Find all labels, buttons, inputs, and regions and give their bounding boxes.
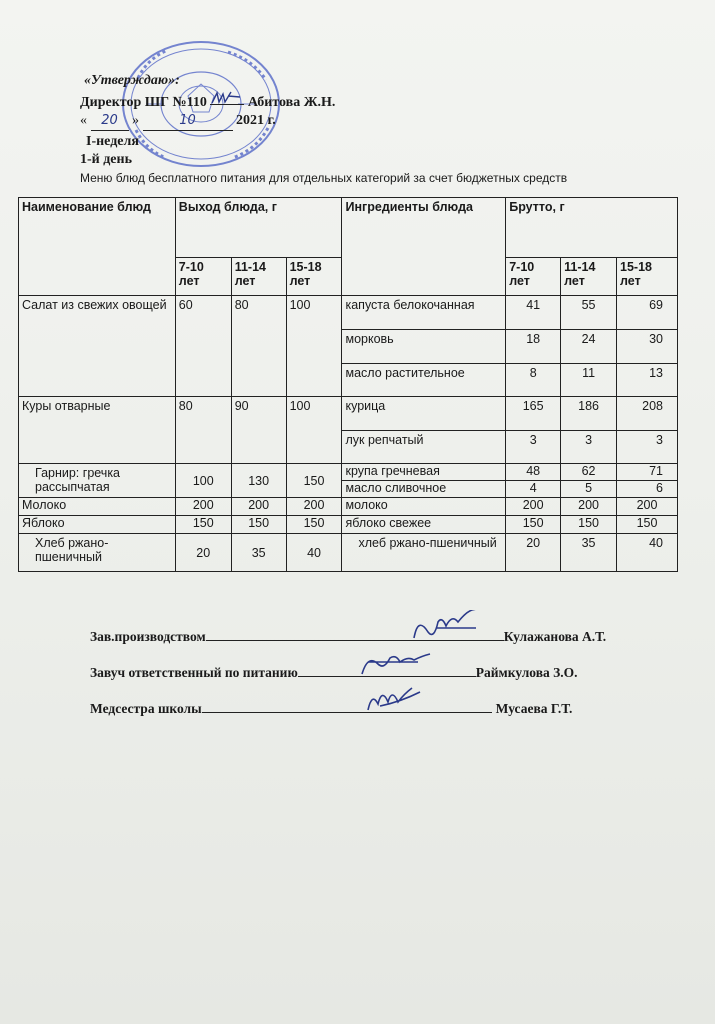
yield-cell: 20 [175,534,231,572]
signature-line-production [90,628,606,645]
gross-cell: 200 [561,498,617,516]
ingredient-cell: морковь [342,330,506,364]
table-row [19,296,678,330]
ingredient-cell: яблоко свежее [342,516,506,534]
menu-table [18,197,678,572]
signature-underline [202,700,492,713]
ingredient-cell: молоко [342,498,506,516]
yield-cell: 200 [175,498,231,516]
yield-cell: 100 [175,464,231,498]
gross-cell: 6 [617,481,678,498]
day-label: 1-й день [80,152,132,167]
date-close-quote: » [132,113,139,128]
ingredient-cell: масло растительное [342,364,506,397]
header-age: 7-10 лет [175,258,231,296]
gross-cell: 3 [561,431,617,464]
gross-cell: 13 [617,364,678,397]
dish-cell: Куры отварные [19,397,176,464]
handwritten-signature [362,684,432,714]
dish-cell: Гарнир: гречка рассыпчатая [19,464,176,498]
yield-cell: 100 [286,296,342,397]
ingredient-cell: хлеб ржано-пшеничный [342,534,506,572]
yield-cell: 150 [286,516,342,534]
gross-cell: 5 [561,481,617,498]
gross-cell: 150 [561,516,617,534]
header-age: 15-18 лет [617,258,678,296]
ingredient-cell: крупа гречневая [342,464,506,481]
ingredient-cell: лук репчатый [342,431,506,464]
signature-name: Раймкулова З.О. [475,665,578,680]
date-open-quote: « [80,113,87,128]
week-label: I-неделя [86,134,139,149]
header-age: 11-14 лет [231,258,286,296]
header-yield: Выход блюда, г [175,198,342,258]
gross-cell: 24 [561,330,617,364]
yield-cell: 130 [231,464,286,498]
handwritten-signature [406,610,496,644]
signature-name: Кулажанова А.Т. [503,629,607,644]
gross-cell: 3 [617,431,678,464]
yield-cell: 80 [175,397,231,464]
yield-cell: 150 [286,464,342,498]
ingredient-cell: капуста белокочанная [342,296,506,330]
yield-cell: 35 [231,534,286,572]
gross-cell: 48 [506,464,561,481]
table-row [19,464,678,481]
handwritten-signature [358,648,438,678]
signature-role: Завуч ответственный по питанию [90,665,298,680]
table-row [19,534,678,572]
gross-cell: 30 [617,330,678,364]
gross-cell: 69 [617,296,678,330]
date-day: 20 [91,112,129,131]
director-signature [210,90,244,105]
table-row [19,516,678,534]
gross-cell: 20 [506,534,561,572]
dish-cell: Яблоко [19,516,176,534]
header-gross: Брутто, г [506,198,678,258]
header-ingredients: Ингредиенты блюда [342,198,506,296]
gross-cell: 165 [506,397,561,431]
menu-subtitle: Меню блюд бесплатного питания для отдельных категорий за счет бюджетных средств [80,171,568,185]
signature-line-nurse [90,700,572,717]
gross-cell: 18 [506,330,561,364]
dish-cell: Молоко [19,498,176,516]
yield-cell: 200 [286,498,342,516]
table-row [19,397,678,431]
gross-cell: 200 [617,498,678,516]
director-title: Директор ШГ №110 [80,95,207,110]
gross-cell: 35 [561,534,617,572]
date-month: 10 [143,112,233,131]
header-age: 7-10 лет [506,258,561,296]
signature-name: Мусаева Г.Т. [495,701,573,716]
gross-cell: 62 [561,464,617,481]
gross-cell: 11 [561,364,617,397]
header-age: 15-18 лет [286,258,342,296]
gross-cell: 150 [506,516,561,534]
yield-cell: 150 [231,516,286,534]
director-signature-mark [210,90,244,106]
signature-line-deputy [90,664,578,681]
signature-role: Зав.производством [90,629,206,644]
date-year: 2021 г. [236,113,276,128]
yield-cell: 100 [286,397,342,464]
gross-cell: 200 [506,498,561,516]
approve-label: «Утверждаю»: [84,73,180,88]
yield-cell: 90 [231,397,286,464]
gross-cell: 208 [617,397,678,431]
yield-cell: 60 [175,296,231,397]
signature-underline [298,664,476,677]
dish-cell: Хлеб ржано-пшеничный [19,534,176,572]
ingredient-cell: курица [342,397,506,431]
header-age: 11-14 лет [561,258,617,296]
gross-cell: 8 [506,364,561,397]
gross-cell: 186 [561,397,617,431]
gross-cell: 41 [506,296,561,330]
gross-cell: 40 [617,534,678,572]
table-row [19,498,678,516]
yield-cell: 80 [231,296,286,397]
dish-cell: Салат из свежих овощей [19,296,176,397]
yield-cell: 40 [286,534,342,572]
signature-underline [206,628,504,641]
gross-cell: 4 [506,481,561,498]
signature-role: Медсестра школы [90,701,202,716]
approval-block [80,72,335,131]
gross-cell: 55 [561,296,617,330]
gross-cell: 71 [617,464,678,481]
gross-cell: 3 [506,431,561,464]
yield-cell: 150 [175,516,231,534]
yield-cell: 200 [231,498,286,516]
ingredient-cell: масло сливочное [342,481,506,498]
header-dish: Наименование блюд [19,198,176,296]
director-name: Абитова Ж.Н. [247,95,336,110]
gross-cell: 150 [617,516,678,534]
